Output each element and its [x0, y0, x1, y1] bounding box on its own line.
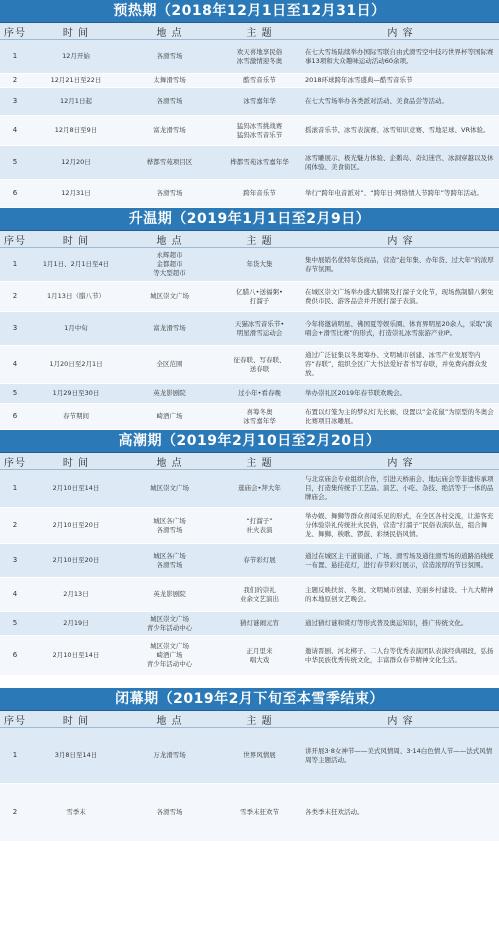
column-header: 时 间 — [30, 23, 122, 40]
row-theme: 猜灯谜闹元宵 — [217, 612, 302, 636]
row-time: 12月开始 — [30, 40, 122, 74]
table-row — [0, 74, 499, 88]
row-number: 2 — [0, 282, 30, 312]
row-content: 2018环球跨年冰雪盛典—酷雪音乐节 — [302, 74, 499, 88]
table-row — [0, 116, 499, 146]
row-number: 5 — [0, 146, 30, 180]
table-row — [0, 88, 499, 116]
row-place: 城区崇文广场 — [122, 470, 217, 508]
row-time: 2月13日 — [30, 578, 122, 612]
row-theme: 跨年音乐节 — [217, 180, 302, 208]
row-content: 通过猜灯谜和赏灯等形式普及奥运知识，推广传统文化。 — [302, 612, 499, 636]
row-number: 3 — [0, 312, 30, 346]
table-row — [0, 636, 499, 676]
section-title: 升温期（2019年1月1日至2月9日） — [0, 208, 499, 231]
row-time: 2月10日至20日 — [30, 544, 122, 578]
row-theme: 桦都雪苑冰雪嘉年华 — [217, 146, 302, 180]
schedule-table — [0, 453, 499, 676]
table-row — [0, 784, 499, 842]
row-number: 3 — [0, 544, 30, 578]
row-place: 城区崇文广场 崎酒广场 青少年活动中心 — [122, 636, 217, 676]
row-place: 太舞滑雪场 — [122, 74, 217, 88]
row-place: 各滑雪场 — [122, 88, 217, 116]
column-header: 序号 — [0, 231, 30, 248]
row-theme: 逛庙会•拜大年 — [217, 470, 302, 508]
row-number: 1 — [0, 470, 30, 508]
row-content: 今年将邀请明星、佛国夏等娱乐圈、体育界明星20余人，采取“演唱会+滑雪比赛”的形式，打造崇礼冰雪旅游产业IP。 — [302, 312, 499, 346]
row-place: 永辉超市 金都超市 等大型超市 — [122, 248, 217, 282]
column-header: 地 点 — [122, 231, 217, 248]
row-number: 2 — [0, 784, 30, 842]
row-theme: 酷雪音乐节 — [217, 74, 302, 88]
schedule-table — [0, 711, 499, 842]
row-place: 崎酒广场 — [122, 404, 217, 430]
table-row — [0, 146, 499, 180]
section-title: 预热期（2018年12月1日至12月31日） — [0, 0, 499, 23]
row-theme: 欢天喜地享民俗 冰雪激情迎冬奥 — [217, 40, 302, 74]
row-theme: 喜筹冬奥 冰雪嘉年华 — [217, 404, 302, 430]
row-content: 冰雪雕展示、极光魅力体验、企鹅岛、奇幻迷宫、冰洞穿越以及休闲体验、美食街区。 — [302, 146, 499, 180]
column-header: 内 容 — [302, 453, 499, 470]
row-content: 通过广泛征集以冬奥筹办、文明城市创建、冰雪产业发展等内容“春联”，组织全区广大书法爱好者书写春联，并免费向群众发放。 — [302, 346, 499, 384]
table-row — [0, 612, 499, 636]
row-place: 城区崇文广场 — [122, 282, 217, 312]
schedule-table — [0, 23, 499, 208]
row-time: 2月10日至14日 — [30, 636, 122, 676]
row-theme: 过小年•看春晚 — [217, 384, 302, 404]
row-theme: 雪季末狂欢节 — [217, 784, 302, 842]
table-row — [0, 312, 499, 346]
row-content: 邀请晋剧、河北梆子、二人台等优秀表演团队表演经典唱段，弘扬中华民族优秀传统文化，丰富群众春节精神文化生活。 — [302, 636, 499, 676]
row-place: 富龙滑雪场 — [122, 116, 217, 146]
table-row — [0, 470, 499, 508]
row-content: 摇滚音乐节、冰雪表演赛、冰雪知识竞赛、雪地足球、VR体验。 — [302, 116, 499, 146]
row-theme: 年货大集 — [217, 248, 302, 282]
row-time: 12月1日起 — [30, 88, 122, 116]
column-header: 地 点 — [122, 711, 217, 728]
column-header: 内 容 — [302, 23, 499, 40]
section-title: 闭幕期（2019年2月下旬至本雪季结束） — [0, 688, 499, 711]
table-row — [0, 578, 499, 612]
row-time: 2月10日至14日 — [30, 470, 122, 508]
column-header: 序号 — [0, 453, 30, 470]
table-row — [0, 346, 499, 384]
table-row — [0, 282, 499, 312]
table-row — [0, 180, 499, 208]
row-number: 2 — [0, 74, 30, 88]
row-theme: 亿腊八•送福粥• 打溜子 — [217, 282, 302, 312]
row-number: 4 — [0, 578, 30, 612]
row-content: 举办蜈、舞狮等群众喜闻乐见的形式，在全区各村交流，让游客充分体验崇礼传统社火民俗，营造“打溜子”民俗表演队伍，组合舞龙、舞狮、秧歌、锣鼓、彩绣民俗风情。 — [302, 508, 499, 544]
column-header: 主 题 — [217, 23, 302, 40]
row-content: 主题反映扶贫、冬奥、文明城市创建、美丽乡村建设、十九大精神的本地原创文艺晚会。 — [302, 578, 499, 612]
row-place: 英龙影剧院 — [122, 578, 217, 612]
row-place: 英龙影剧院 — [122, 384, 217, 404]
table-row — [0, 384, 499, 404]
row-content: 举行“跨年电音派对”、“跨年日·网络情人节跨年”等跨年活动。 — [302, 180, 499, 208]
column-header: 主 题 — [217, 711, 302, 728]
row-theme: 冰雪嘉年华 — [217, 88, 302, 116]
table-row — [0, 404, 499, 430]
row-number: 4 — [0, 116, 30, 146]
row-number: 1 — [0, 248, 30, 282]
row-place: 全区范围 — [122, 346, 217, 384]
row-theme: 猛犸冰雪挑战赛 猛犸冰雪音乐节 — [217, 116, 302, 146]
row-time: 雪季末 — [30, 784, 122, 842]
table-row — [0, 40, 499, 74]
row-content: 与北京庙会专业组织合作，引进天桥庙会、地坛庙会等非遗传承项目，打造集传统手工艺品、演艺、小吃、杂技、绝活等于一体的品牌庙会。 — [302, 470, 499, 508]
row-time: 1月29日至30日 — [30, 384, 122, 404]
row-place: 富龙滑雪场 — [122, 312, 217, 346]
row-content: 在七大雪场陆续举办国际雪联自由式滑雪空中技巧世界杯等国际赛事13项和大众趣味运动活动60余项。 — [302, 40, 499, 74]
row-theme: 天猫冰雪音乐节• 明星滑雪运动会 — [217, 312, 302, 346]
row-number: 4 — [0, 346, 30, 384]
row-content: 集中展销名优特年货商品，营造“赶年集、办年货、过大年”的浓厚春节氛围。 — [302, 248, 499, 282]
row-time: 2月19日 — [30, 612, 122, 636]
column-header: 时 间 — [30, 453, 122, 470]
column-header: 地 点 — [122, 453, 217, 470]
row-theme: “打溜子” 社火表演 — [217, 508, 302, 544]
column-header: 时 间 — [30, 231, 122, 248]
column-header: 内 容 — [302, 711, 499, 728]
row-theme: 世界风情展 — [217, 728, 302, 784]
row-content: 讲开展3·8女神节——美式风情周、3·14白色情人节——法式风情周等主题活动。 — [302, 728, 499, 784]
table-row — [0, 728, 499, 784]
row-content: 布置以灯笼为主的梦幻灯光长廊，设置以“金花鼠”为原型的冬奥会比赛项目冰雕展。 — [302, 404, 499, 430]
row-number: 2 — [0, 508, 30, 544]
row-content: 在七大雪场举办各类派对活动、美食品尝等活动。 — [302, 88, 499, 116]
table-row — [0, 248, 499, 282]
column-header: 时 间 — [30, 711, 122, 728]
table-row — [0, 508, 499, 544]
row-number: 3 — [0, 88, 30, 116]
column-header: 地 点 — [122, 23, 217, 40]
table-row — [0, 544, 499, 578]
row-time: 12月31日 — [30, 180, 122, 208]
row-time: 1月1日、2月1日至4日 — [30, 248, 122, 282]
column-header: 主 题 — [217, 453, 302, 470]
row-content: 通过在城区主干道街道、广场、滑雪场及通往滑雪场的道路沿线统一布置、悬挂花灯，进行春节彩灯展示，营造浓厚的节日氛围。 — [302, 544, 499, 578]
column-header: 序号 — [0, 23, 30, 40]
section-title: 高潮期（2019年2月10日至2月20日） — [0, 430, 499, 453]
schedule-table — [0, 231, 499, 430]
row-place: 万龙滑雪场 — [122, 728, 217, 784]
table-header-row — [0, 711, 499, 728]
row-time: 12月21日至22日 — [30, 74, 122, 88]
column-header: 内 容 — [302, 231, 499, 248]
row-number: 5 — [0, 384, 30, 404]
row-number: 6 — [0, 404, 30, 430]
row-time: 2月10日至20日 — [30, 508, 122, 544]
row-number: 1 — [0, 40, 30, 74]
row-place: 各滑雪场 — [122, 784, 217, 842]
row-time: 1月中旬 — [30, 312, 122, 346]
row-place: 各滑雪场 — [122, 40, 217, 74]
row-theme: 正月里来 唱大戏 — [217, 636, 302, 676]
row-time: 3月8日至14日 — [30, 728, 122, 784]
row-place: 各滑雪场 — [122, 180, 217, 208]
row-time: 春节期间 — [30, 404, 122, 430]
column-header: 主 题 — [217, 231, 302, 248]
column-header: 序号 — [0, 711, 30, 728]
row-theme: 征春联、写春联、 送春联 — [217, 346, 302, 384]
row-time: 1月13日（腊八节） — [30, 282, 122, 312]
row-content: 各类季末狂欢活动。 — [302, 784, 499, 842]
row-time: 12月20日 — [30, 146, 122, 180]
row-theme: 春节彩灯展 — [217, 544, 302, 578]
row-theme: 我们的崇礼 业余文艺演出 — [217, 578, 302, 612]
row-number: 6 — [0, 636, 30, 676]
row-number: 1 — [0, 728, 30, 784]
row-time: 1月20日至2月1日 — [30, 346, 122, 384]
table-header-row — [0, 23, 499, 40]
table-header-row — [0, 231, 499, 248]
row-place: 桦都雪苑项目区 — [122, 146, 217, 180]
row-place: 城区各广场 各滑雪场 — [122, 544, 217, 578]
table-header-row — [0, 453, 499, 470]
row-place: 城区崇文广场 青少年活动中心 — [122, 612, 217, 636]
row-number: 6 — [0, 180, 30, 208]
row-number: 5 — [0, 612, 30, 636]
row-content: 在城区崇文广场举办盛大腊粥及打溜子文化节，现场熬制腊八粥免费供市民、游客品尝并开展打溜子表演。 — [302, 282, 499, 312]
row-content: 举办崇礼区2019年春节联欢晚会。 — [302, 384, 499, 404]
section-gap — [0, 676, 499, 688]
row-time: 12月8日至9日 — [30, 116, 122, 146]
row-place: 城区各广场 各滑雪场 — [122, 508, 217, 544]
